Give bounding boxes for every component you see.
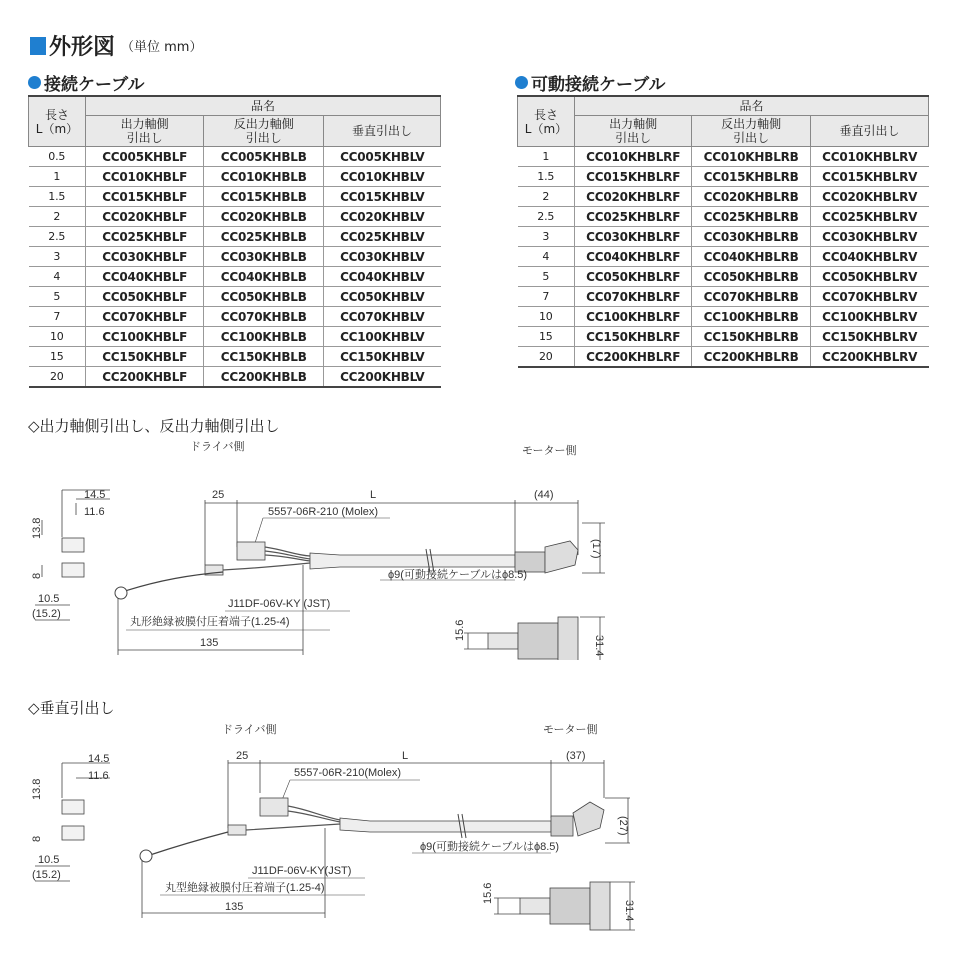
connector-top-view [494, 882, 635, 930]
length-cell: 2.5 [518, 207, 575, 227]
part-number-cell: CC015KHBLRB [692, 167, 811, 187]
table-row [29, 287, 441, 307]
length-cell: 3 [29, 247, 86, 267]
part-number-cell: CC150KHBLV [324, 347, 441, 367]
dim-25: 25 [212, 489, 225, 501]
flexible-cable-table [517, 95, 929, 368]
length-cell: 10 [29, 327, 86, 347]
diagram2-drawing [0, 718, 958, 958]
table-row [518, 287, 929, 307]
unit-note: （単位 mm） [121, 40, 203, 55]
part-number-cell: CC040KHBLF [86, 267, 204, 287]
length-cell: 5 [518, 267, 575, 287]
part-number-cell: CC150KHBLRB [692, 327, 811, 347]
table-row [29, 147, 441, 167]
driver-side-label: ドライバ側 [190, 441, 245, 453]
jst-connector-label: J11DF-06V-KY(JST) [252, 865, 352, 877]
terminal-label: 丸形絶縁被膜付圧着端子(1.25-4) [130, 616, 290, 628]
table-row [518, 247, 929, 267]
part-number-cell: CC100KHBLRV [810, 307, 928, 327]
table-row [29, 187, 441, 207]
part-number-cell: CC020KHBLF [86, 207, 204, 227]
terminal-label: 丸型絶縁被膜付圧着端子(1.25-4) [165, 882, 325, 894]
part-number-cell: CC200KHBLRB [692, 347, 811, 368]
column-header: 垂直引出し [324, 116, 441, 147]
table-row [518, 167, 929, 187]
length-cell: 15 [29, 347, 86, 367]
part-number-cell: CC015KHBLRV [810, 167, 928, 187]
part-number-cell: CC070KHBLV [324, 307, 441, 327]
molex-connector-label: 5557-06R-210(Molex) [294, 767, 401, 779]
length-cell: 2 [29, 207, 86, 227]
table-row [29, 327, 441, 347]
part-number-cell: CC200KHBLB [204, 367, 324, 388]
length-header: 長さ L（m） [518, 96, 575, 147]
molex-connector-label: 5557-06R-210 (Molex) [268, 506, 379, 518]
length-header: 長さ L（m） [29, 96, 86, 147]
table-row [29, 207, 441, 227]
dim-L: L [402, 750, 409, 762]
part-number-cell: CC100KHBLRB [692, 307, 811, 327]
part-number-cell: CC070KHBLRV [810, 287, 928, 307]
length-cell: 1.5 [518, 167, 575, 187]
part-number-cell: CC020KHBLRB [692, 187, 811, 207]
length-cell: 7 [518, 287, 575, 307]
part-number-cell: CC015KHBLV [324, 187, 441, 207]
part-number-cell: CC070KHBLF [86, 307, 204, 327]
part-number-cell: CC070KHBLRF [575, 287, 692, 307]
part-number-cell: CC020KHBLRF [575, 187, 692, 207]
dim-8: 8 [31, 835, 43, 842]
dim-37: (37) [566, 750, 586, 762]
part-number-cell: CC050KHBLRF [575, 267, 692, 287]
part-number-cell: CC010KHBLRF [575, 147, 692, 167]
part-number-cell: CC020KHBLV [324, 207, 441, 227]
length-cell: 7 [29, 307, 86, 327]
length-cell: 1.5 [29, 187, 86, 207]
length-cell: 2 [518, 187, 575, 207]
dim-L: L [370, 489, 377, 501]
part-number-cell: CC200KHBLRV [810, 347, 928, 368]
table-row [518, 267, 929, 287]
table-row [29, 227, 441, 247]
length-cell: 4 [29, 267, 86, 287]
dim-13-8: 13.8 [31, 517, 43, 539]
part-number-cell: CC070KHBLB [204, 307, 324, 327]
part-number-cell: CC050KHBLRV [810, 267, 928, 287]
dim-11-6: 11.6 [84, 506, 105, 518]
title-square-icon [30, 37, 46, 55]
jst-connector-label: J11DF-06V-KY (JST) [228, 598, 331, 610]
table2-title [515, 70, 665, 95]
column-header: 出力軸側 引出し [575, 116, 692, 147]
dim-135: 135 [225, 901, 244, 913]
part-number-cell: CC005KHBLV [324, 147, 441, 167]
part-number-cell: CC025KHBLRV [810, 207, 928, 227]
part-number-cell: CC050KHBLB [204, 287, 324, 307]
table-row [29, 247, 441, 267]
part-number-cell: CC030KHBLRV [810, 227, 928, 247]
part-number-cell: CC070KHBLRB [692, 287, 811, 307]
table-row [518, 187, 929, 207]
part-number-cell: CC015KHBLB [204, 187, 324, 207]
length-cell: 1 [29, 167, 86, 187]
bullet-icon [28, 76, 41, 89]
part-number-cell: CC005KHBLF [86, 147, 204, 167]
table1-title-text: 接続ケーブル [44, 75, 145, 95]
dim-15-6: 15.6 [454, 619, 466, 641]
dim-17: (17) [590, 539, 602, 559]
table-row [518, 147, 929, 167]
dim-11-6: 11.6 [88, 770, 109, 782]
table-row [518, 227, 929, 247]
length-cell: 10 [518, 307, 575, 327]
table-row [518, 307, 929, 327]
part-number-cell: CC100KHBLB [204, 327, 324, 347]
part-number-cell: CC030KHBLF [86, 247, 204, 267]
part-number-cell: CC025KHBLRF [575, 207, 692, 227]
table1-title [28, 70, 144, 95]
connector-top-view [464, 617, 605, 660]
diagram2-title: ◇垂直引出し [28, 699, 115, 717]
part-number-cell: CC025KHBLF [86, 227, 204, 247]
part-number-cell: CC020KHBLRV [810, 187, 928, 207]
part-number-cell: CC150KHBLRV [810, 327, 928, 347]
part-number-cell: CC040KHBLRB [692, 247, 811, 267]
table2-title-text: 可動接続ケーブル [531, 75, 666, 95]
part-number-cell: CC150KHBLRF [575, 327, 692, 347]
motor-side-label: モーター側 [522, 445, 577, 457]
part-number-cell: CC025KHBLRB [692, 207, 811, 227]
motor-side-label: モーター側 [543, 724, 598, 736]
table-row [29, 367, 441, 388]
part-number-cell: CC015KHBLRF [575, 167, 692, 187]
table-row [518, 207, 929, 227]
length-cell: 0.5 [29, 147, 86, 167]
part-number-cell: CC100KHBLV [324, 327, 441, 347]
cable-diameter-label: ϕ9(可動接続ケーブルはϕ8.5) [420, 841, 560, 853]
dim-135: 135 [200, 637, 219, 649]
dim-44: (44) [534, 489, 554, 501]
dim-14-5: 14.5 [84, 489, 106, 501]
part-number-cell: CC025KHBLB [204, 227, 324, 247]
part-number-cell: CC010KHBLB [204, 167, 324, 187]
part-number-cell: CC010KHBLF [86, 167, 204, 187]
table-row [518, 327, 929, 347]
table-row [518, 347, 929, 368]
dim-15-2: (15.2) [32, 869, 61, 881]
part-number-cell: CC100KHBLF [86, 327, 204, 347]
part-number-cell: CC025KHBLV [324, 227, 441, 247]
part-number-cell: CC010KHBLRB [692, 147, 811, 167]
part-number-cell: CC005KHBLB [204, 147, 324, 167]
column-header: 出力軸側 引出し [86, 116, 204, 147]
page-title-text: 外形図 [49, 35, 116, 60]
part-number-cell: CC020KHBLB [204, 207, 324, 227]
dim-13-8: 13.8 [31, 778, 43, 800]
length-cell: 5 [29, 287, 86, 307]
length-cell: 1 [518, 147, 575, 167]
diagram1-drawing [0, 435, 958, 660]
part-number-cell: CC050KHBLV [324, 287, 441, 307]
product-name-header: 品名 [575, 96, 929, 116]
dim-31-4: 31.4 [623, 900, 635, 922]
part-number-cell: CC030KHBLV [324, 247, 441, 267]
part-number-cell: CC040KHBLRV [810, 247, 928, 267]
table-row [29, 267, 441, 287]
column-header: 垂直引出し [810, 116, 928, 147]
part-number-cell: CC050KHBLF [86, 287, 204, 307]
part-number-cell: CC015KHBLF [86, 187, 204, 207]
length-cell: 2.5 [29, 227, 86, 247]
dim-14-5: 14.5 [88, 753, 110, 765]
table-row [29, 167, 441, 187]
part-number-cell: CC200KHBLV [324, 367, 441, 388]
connection-cable-table [28, 95, 441, 388]
column-header: 反出力軸側 引出し [204, 116, 324, 147]
product-name-header: 品名 [86, 96, 441, 116]
length-cell: 3 [518, 227, 575, 247]
part-number-cell: CC030KHBLRB [692, 227, 811, 247]
dim-15-2: (15.2) [32, 608, 61, 620]
part-number-cell: CC040KHBLRF [575, 247, 692, 267]
part-number-cell: CC200KHBLRF [575, 347, 692, 368]
cable-diameter-label: ϕ9(可動接続ケーブルはϕ8.5) [388, 569, 528, 581]
part-number-cell: CC150KHBLB [204, 347, 324, 367]
bullet-icon [515, 76, 528, 89]
part-number-cell: CC050KHBLRB [692, 267, 811, 287]
length-cell: 4 [518, 247, 575, 267]
part-number-cell: CC010KHBLRV [810, 147, 928, 167]
part-number-cell: CC150KHBLF [86, 347, 204, 367]
dim-15-6: 15.6 [482, 882, 494, 904]
length-cell: 20 [29, 367, 86, 388]
diagram1-title: ◇出力軸側引出し、反出力軸側引出し [28, 417, 280, 435]
part-number-cell: CC100KHBLRF [575, 307, 692, 327]
table-row [29, 307, 441, 327]
table-row [29, 347, 441, 367]
part-number-cell: CC200KHBLF [86, 367, 204, 388]
dim-10-5: 10.5 [38, 854, 60, 866]
driver-side-label: ドライバ側 [222, 724, 277, 736]
length-cell: 20 [518, 347, 575, 368]
dim-25: 25 [236, 750, 249, 762]
part-number-cell: CC030KHBLB [204, 247, 324, 267]
dim-8: 8 [31, 572, 43, 579]
part-number-cell: CC030KHBLRF [575, 227, 692, 247]
length-cell: 15 [518, 327, 575, 347]
column-header: 反出力軸側 引出し [692, 116, 811, 147]
part-number-cell: CC040KHBLV [324, 267, 441, 287]
part-number-cell: CC010KHBLV [324, 167, 441, 187]
dim-31-4: 31.4 [593, 635, 605, 657]
page-title [30, 30, 202, 61]
dim-10-5: 10.5 [38, 593, 60, 605]
dim-27: (27) [617, 816, 629, 836]
part-number-cell: CC040KHBLB [204, 267, 324, 287]
